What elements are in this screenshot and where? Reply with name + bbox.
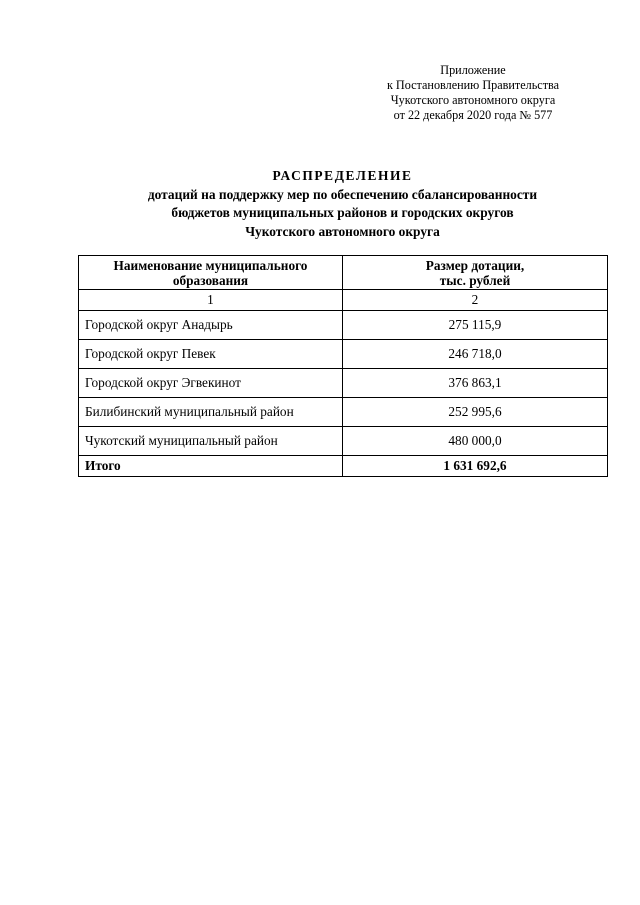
row-municipality: Билибинский муниципальный район <box>79 398 343 427</box>
title-line-2: бюджетов муниципальных районов и городских округов <box>171 205 514 220</box>
column-number-1: 1 <box>79 290 343 311</box>
total-label: Итого <box>79 456 343 477</box>
table-row <box>79 427 608 456</box>
row-amount: 252 995,6 <box>343 398 608 427</box>
distribution-table <box>78 255 608 477</box>
row-amount: 480 000,0 <box>343 427 608 456</box>
table-header-row <box>79 256 608 290</box>
annex-date-line: от 22 декабря 2020 года № 577 <box>393 108 553 122</box>
table-row <box>79 398 608 427</box>
table-row <box>79 311 608 340</box>
row-amount: 275 115,9 <box>343 311 608 340</box>
annex-region-line: Чукотского автономного округа <box>390 93 556 107</box>
title-line-3: Чукотского автономного округа <box>245 223 440 239</box>
title-heading: РАСПРЕДЕЛЕНИЕ <box>272 168 413 183</box>
column-number-2: 2 <box>343 290 608 311</box>
annex-block <box>355 63 591 123</box>
header-amount-line-2: тыс. рублей <box>439 272 511 288</box>
column-number-row <box>79 290 608 311</box>
table-row <box>79 340 608 369</box>
header-municipality-line-1: Наименование муниципального <box>113 257 308 273</box>
row-municipality: Чукотский муниципальный район <box>79 427 343 456</box>
header-municipality <box>79 256 343 290</box>
header-amount-line-1: Размер дотации, <box>425 257 525 273</box>
header-municipality-line-2: образования <box>172 272 249 288</box>
row-amount: 376 863,1 <box>343 369 608 398</box>
title-line-1: дотаций на поддержку мер по обеспечению сбалансированности <box>147 186 538 202</box>
document-title <box>0 167 640 241</box>
annex-title: Приложение <box>440 63 506 77</box>
table-row <box>79 369 608 398</box>
total-row <box>79 456 608 477</box>
row-municipality: Городской округ Анадырь <box>79 311 343 340</box>
annex-resolution-line: к Постановлению Правительства <box>386 78 560 92</box>
row-municipality: Городской округ Эгвекинот <box>79 369 343 398</box>
row-municipality: Городской округ Певек <box>79 340 343 369</box>
header-amount <box>343 256 608 290</box>
row-amount: 246 718,0 <box>343 340 608 369</box>
total-amount: 1 631 692,6 <box>343 456 608 477</box>
